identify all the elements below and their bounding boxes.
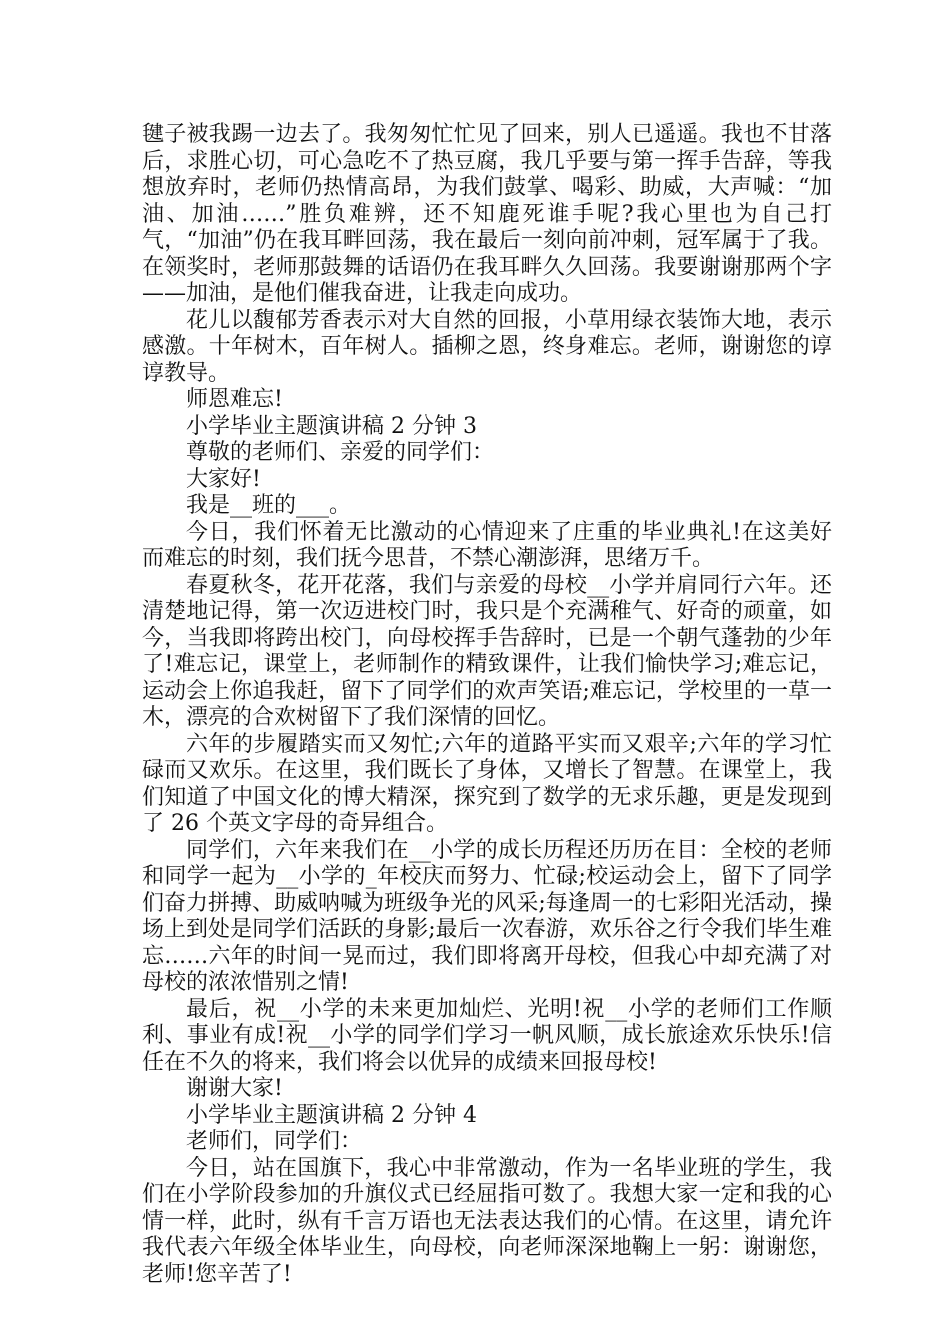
paragraph: 花儿以馥郁芳香表示对大自然的回报，小草用绿衣装饰大地，表示感激。十年树木，百年树人。插柳之恩，终身难忘。老师，谢谢您的谆谆教导。 bbox=[142, 307, 832, 386]
section-heading: 小学毕业主题演讲稿 2 分钟 4 bbox=[186, 1102, 477, 1128]
self-introduction: 我是__班的___。 bbox=[186, 493, 352, 518]
paragraph-short: 师恩难忘! bbox=[186, 387, 283, 412]
paragraph: 最后，祝__小学的未来更加灿烂、光明!祝__小学的老师们工作顺利、事业有成!祝__小学的同学们学习一帆风顺，成长旅途欢乐快乐!信任在不久的将来，我们将会以优异的成绩来回报母校! bbox=[142, 996, 832, 1075]
paragraph: 今日，我们怀着无比激动的心情迎来了庄重的毕业典礼!在这美好而难忘的时刻，我们抚今思昔，不禁心潮澎湃，思绪万千。 bbox=[142, 519, 832, 571]
paragraph: 六年的步履踏实而又匆忙;六年的道路平实而又艰辛;六年的学习忙碌而又欢乐。在这里，我们既长了身体，又增长了智慧。在课堂上，我们知道了中国文化的博大精深，探究到了数学的无求乐趣，更是发现到了 26 个英文字母的奇异组合。 bbox=[142, 731, 832, 836]
salutation: 尊敬的老师们、亲爱的同学们： bbox=[186, 440, 495, 465]
greeting: 大家好! bbox=[186, 466, 261, 492]
paragraph: 今日，站在国旗下，我心中非常激动，作为一名毕业班的学生，我们在小学阶段参加的升旗仪式已经屈指可数了。我想大家一定和我的心情一样，此时，纵有千言万语也无法表达我们的心情。在这里，请允许我代表六年级全体毕业生，向母校，向老师深深地鞠上一躬：谢谢您，老师!您辛苦了! bbox=[142, 1155, 832, 1287]
salutation: 老师们，同学们： bbox=[186, 1129, 363, 1154]
section-heading: 小学毕业主题演讲稿 2 分钟 3 bbox=[186, 413, 477, 439]
paragraph-continued: 毽子被我踢一边去了。我匆匆忙忙见了回来，别人已遥遥。我也不甘落后，求胜心切，可心急吃不了热豆腐，我几乎要与第一挥手告辞，等我想放弃时，老师仍热情高昂，为我们鼓掌、喝彩、助威，大声喊：“加油、加油……”胜负难辨，还不知鹿死谁手呢?我心里也为自己打气，“加油”仍在我耳畔回荡，我在最后一刻向前冲刺，冠军属于了我。在领奖时，老师那鼓舞的话语仍在我耳畔久久回荡。我要谢谢那两个字——加油，是他们催我奋进，让我走向成功。 bbox=[142, 122, 832, 306]
closing-thanks: 谢谢大家! bbox=[186, 1076, 283, 1101]
paragraph: 春夏秋冬，花开花落，我们与亲爱的母校__小学并肩同行六年。还清楚地记得，第一次迈进校门时，我只是个充满稚气、好奇的顽童，如今，当我即将跨出校门，向母校挥手告辞时，已是一个朝气蓬勃的少年了!难忘记，课堂上，老师制作的精致课件，让我们愉快学习;难忘记，运动会上你追我赶，留下了同学们的欢声笑语;难忘记，学校里的一草一木，漂亮的合欢树留下了我们深情的回忆。 bbox=[142, 572, 832, 730]
paragraph: 同学们，六年来我们在__小学的成长历程还历历在目：全校的老师和同学一起为__小学的_年校庆而努力、忙碌;校运动会上，留下了同学们奋力拼搏、助威呐喊为班级争光的风采;每逢周一的七彩阳光活动，操场上到处是同学们活跃的身影;最后一次春游，欢乐谷之行令我们毕生难忘……六年的时间一晃而过，我们即将离开母校，但我心中却充满了对母校的浓浓惜别之情! bbox=[142, 837, 832, 995]
document-body bbox=[142, 122, 832, 1288]
